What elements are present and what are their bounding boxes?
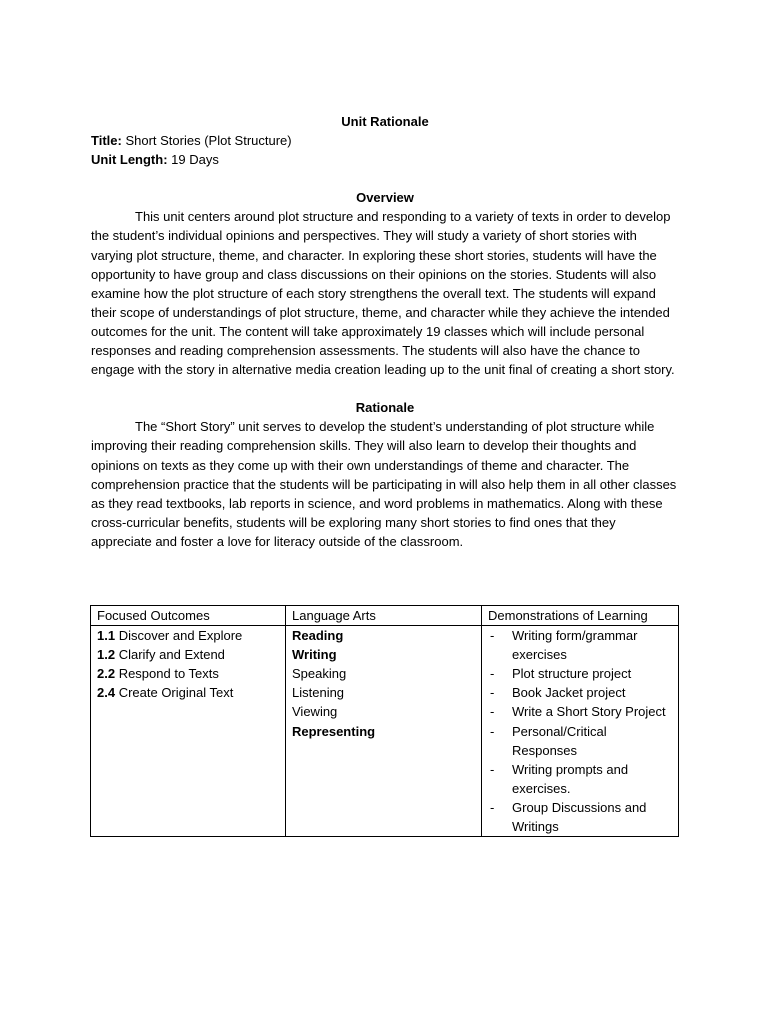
language-art-listening: Listening — [292, 685, 345, 701]
language-art-writing: Writing — [292, 647, 337, 663]
outcome-item: 2.2 Respond to Texts — [97, 666, 219, 682]
outcomes-cell — [91, 626, 286, 837]
list-item: - Writing form/grammar exercises — [490, 628, 638, 663]
list-item: - Group Discussions and Writings — [490, 799, 647, 835]
language-art-reading: Reading — [292, 628, 344, 644]
demonstrations-list — [488, 626, 672, 836]
outcome-item: 2.4 Create Original Text — [97, 685, 234, 701]
language-arts-cell — [286, 626, 482, 837]
overview-heading: Overview — [356, 190, 414, 206]
overview-text: This unit centers around plot structure and responding to a variety of texts in order to develop the student’s individual opinions and perspectives. They will study a variety of short stories with varying plot structure, theme, and character. In exploring these short stories, students will have the opportunity to have group and class discussions on their opinions on the stories. Students will also examine how the plot structure of each story strengthens the overall text. The students will expand their scope of understandings of plot structure, theme, and character while they achieve the intended outcomes for the unit. The content will take approximately 19 classes which will include personal responses and reading comprehension assessments. The students will also have the chance to engage with the story in alternative media creation leading up to the unit final of creating a short story. — [91, 209, 675, 378]
header-demonstrations: Demonstrations of Learning — [482, 606, 679, 626]
unit-length-line — [91, 150, 679, 169]
unit-title-line — [91, 131, 679, 150]
header-focused-outcomes: Focused Outcomes — [91, 606, 286, 626]
unit-length-label: Unit Length: — [91, 152, 168, 168]
list-item: - Plot structure project — [490, 666, 632, 682]
rationale-paragraph — [91, 417, 679, 551]
list-item: - Book Jacket project — [490, 685, 626, 701]
outcomes-table — [90, 605, 679, 837]
unit-length-value: 19 Days — [167, 152, 219, 168]
language-art-speaking: Speaking — [292, 666, 347, 682]
overview-paragraph — [91, 207, 679, 379]
outcome-item: 1.2 Clarify and Extend — [97, 647, 225, 663]
list-item: - Write a Short Story Project — [490, 704, 666, 720]
demonstrations-cell — [482, 626, 679, 837]
title-label: Title: — [91, 133, 122, 149]
header-language-arts: Language Arts — [286, 606, 482, 626]
page-title: Unit Rationale — [341, 114, 429, 129]
table-row — [91, 626, 679, 837]
table-header-row — [91, 606, 679, 626]
title-value: Short Stories (Plot Structure) — [121, 133, 292, 149]
rationale-heading: Rationale — [355, 400, 415, 416]
language-art-representing: Representing — [292, 723, 376, 739]
rationale-text: The “Short Story” unit serves to develop the student’s understanding of plot structure while improving their reading comprehension skills. They will also learn to develop their thoughts and opinions on texts as they come up with their own understandings of theme and character. The comprehension practice that the students will be participating in will also help them in all other classes as they read textbooks, lab reports in science, and word problems in mathematics. Along with these cross-curricular benefits, students will be exploring many short stories to find ones that they appreciate and foster a love for literacy outside of the classroom. — [91, 419, 677, 549]
language-art-viewing: Viewing — [292, 704, 338, 720]
list-item: - Writing prompts and exercises. — [490, 761, 629, 796]
list-item: - Personal/Critical Responses — [490, 723, 607, 758]
document-body — [91, 112, 679, 551]
outcome-item: 1.1 Discover and Explore — [97, 628, 243, 644]
